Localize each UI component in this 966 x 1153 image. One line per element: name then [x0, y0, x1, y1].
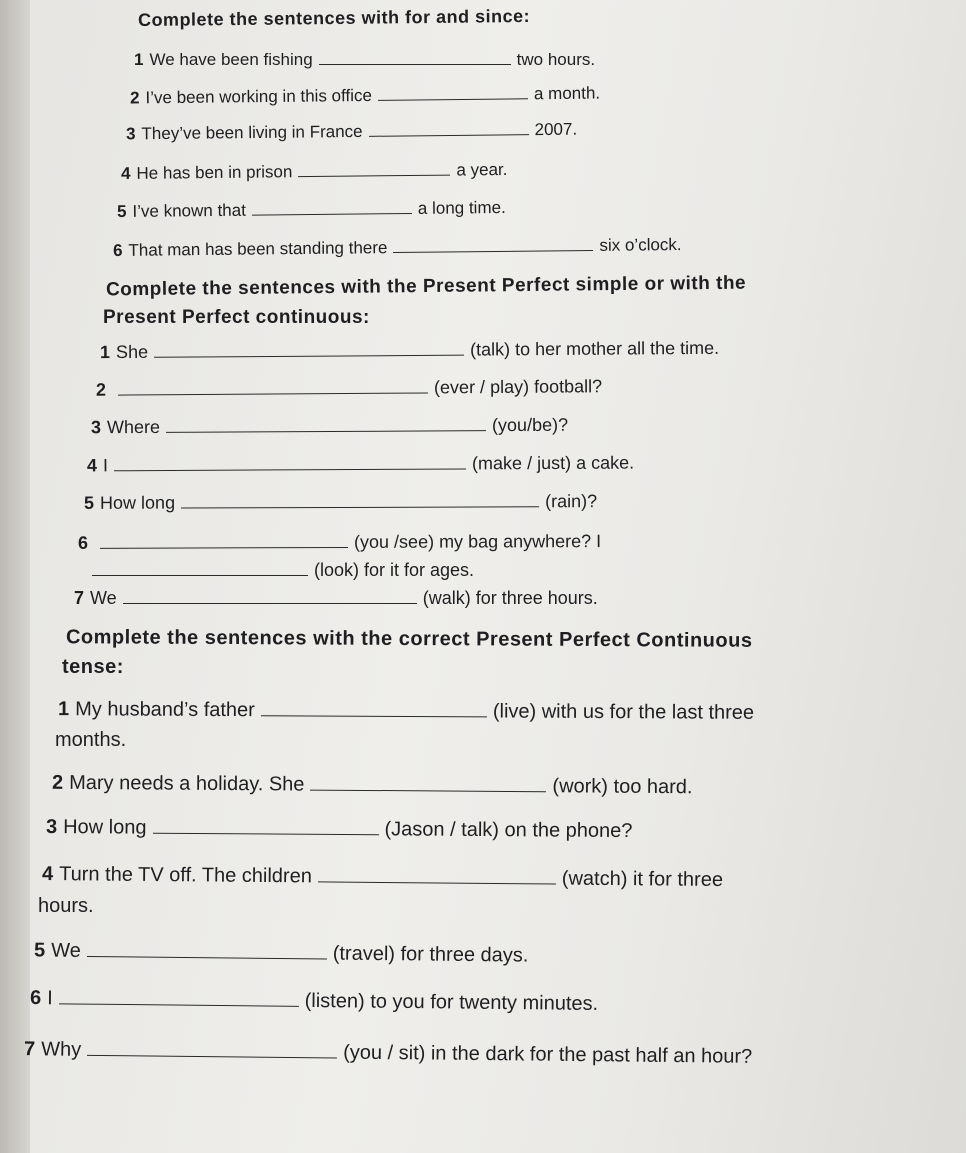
answer-blank[interactable] — [298, 174, 450, 178]
answer-blank[interactable] — [118, 391, 428, 395]
answer-blank[interactable] — [87, 1054, 337, 1059]
answer-blank[interactable] — [319, 63, 511, 65]
s2-item-6: 6 (you /see) my bag anywhere? I — [77, 531, 602, 553]
s1-item-5: 5 I’ve known that a long time. — [116, 197, 506, 222]
answer-blank[interactable] — [152, 832, 378, 836]
section3-heading-line1: Complete the sentences with the correct Present Perfect Continuous — [65, 626, 753, 652]
answer-blank[interactable] — [369, 133, 529, 137]
s3-item-1: 1 My husband’s father (live) with us for the last three — [57, 698, 755, 724]
s3-item-6: 6 I (listen) to you for twenty minutes. — [29, 987, 599, 1015]
answer-blank[interactable] — [92, 574, 308, 576]
answer-blank[interactable] — [393, 249, 593, 253]
s3-item-5: 5 We (travel) for three days. — [33, 939, 529, 967]
answer-blank[interactable] — [318, 880, 556, 884]
s2-item-2: 2 (ever / play) football? — [95, 376, 603, 400]
answer-blank[interactable] — [378, 97, 528, 101]
answer-blank[interactable] — [310, 789, 546, 793]
s2-item-7: 7 We (walk) for three hours. — [74, 588, 598, 608]
s2-item-3: 3 Where (you/be)? — [90, 414, 569, 438]
s2-item-6-cont: (look) for it for ages. — [92, 560, 474, 581]
section2-heading-line2: Present Perfect continuous: — [103, 307, 370, 328]
answer-blank[interactable] — [123, 602, 417, 604]
answer-blank[interactable] — [181, 505, 539, 508]
s2-item-1: 1 She (talk) to her mother all the time. — [99, 337, 720, 363]
s3-item-1-cont: months. — [55, 729, 127, 751]
s1-item-4: 4 He has ben in prison a year. — [120, 159, 508, 184]
s2-item-5: 5 How long (rain)? — [83, 491, 598, 513]
s2-item-4: 4 I (make / just) a cake. — [86, 452, 635, 476]
paper-edge — [0, 0, 30, 1153]
section1-heading: Complete the sentences with for and since: — [137, 5, 531, 31]
s3-item-2: 2 Mary needs a holiday. She (work) too hard. — [51, 771, 693, 799]
s3-item-4: 4 Turn the TV off. The children (watch) it for three — [41, 863, 724, 891]
answer-blank[interactable] — [252, 212, 412, 216]
s3-item-7: 7 Why (you / sit) in the dark for the past half an hour? — [23, 1038, 753, 1068]
answer-blank[interactable] — [166, 429, 486, 433]
section3-heading-line2: tense: — [62, 656, 124, 678]
section2-heading-line1: Complete the sentences with the Present Perfect simple or with the — [105, 272, 747, 301]
s3-item-3: 3 How long (Jason / talk) on the phone? — [45, 815, 633, 843]
s1-item-1: 1 We have been fishing two hours. — [134, 50, 596, 69]
answer-blank[interactable] — [100, 546, 348, 549]
answer-blank[interactable] — [154, 354, 464, 358]
answer-blank[interactable] — [59, 1002, 299, 1007]
answer-blank[interactable] — [87, 955, 327, 960]
s1-item-2: 2 I’ve been working in this office a month. — [129, 83, 601, 108]
answer-blank[interactable] — [114, 467, 466, 471]
s1-item-6: 6 That man has been standing there six o’clock. — [112, 235, 682, 260]
s1-item-3: 3 They’ve been living in France 2007. — [125, 119, 578, 144]
s3-item-4-cont: hours. — [38, 895, 94, 917]
answer-blank[interactable] — [261, 714, 487, 717]
